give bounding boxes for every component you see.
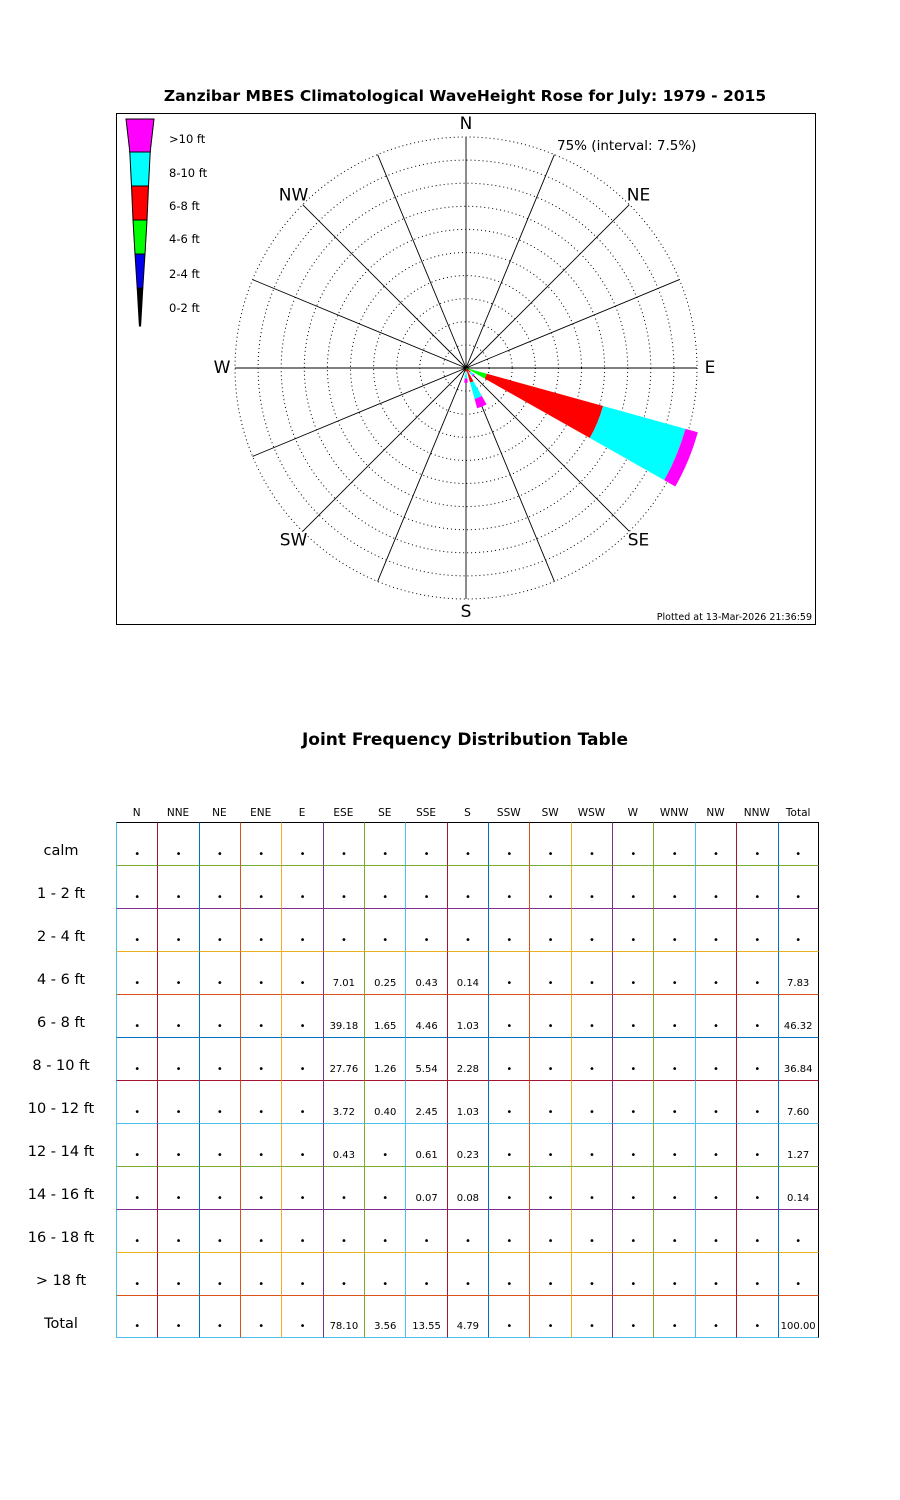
table-cell: • [199, 908, 240, 951]
table-cell: • [281, 1037, 322, 1080]
rose-wedge-s-4 [465, 372, 468, 379]
table-cell: • [199, 1252, 240, 1295]
table-cell: • [199, 865, 240, 908]
table-cell: • [736, 1123, 777, 1166]
legend [125, 118, 245, 333]
table-cell: • [116, 994, 157, 1037]
table-cell: • [612, 1037, 653, 1080]
table-cell: • [240, 822, 281, 865]
table-cell: • [240, 1123, 281, 1166]
table-cell: 39.18 [323, 994, 364, 1037]
table-cell: • [529, 994, 570, 1037]
table-cell: • [364, 1209, 405, 1252]
compass-label-nw: NW [278, 185, 309, 206]
table-cell: • [736, 1080, 777, 1123]
rose-wedge-ese-3 [485, 374, 603, 438]
legend-swatch-3 [133, 220, 147, 254]
table-cell: • [447, 1252, 488, 1295]
table-cell: • [240, 994, 281, 1037]
table-cell: • [612, 908, 653, 951]
table-cell: • [529, 1166, 570, 1209]
table-cell: • [364, 908, 405, 951]
table-cell: 46.32 [778, 994, 819, 1037]
table-cell: 4.79 [447, 1295, 488, 1338]
table-cell: • [529, 1252, 570, 1295]
table-cell: 0.25 [364, 951, 405, 994]
table-cell: • [778, 822, 819, 865]
table-cell: • [612, 1080, 653, 1123]
compass-label-s: S [460, 602, 472, 622]
table-cell: • [612, 994, 653, 1037]
row-header: > 18 ft [35, 1273, 87, 1289]
table-cell: • [323, 1252, 364, 1295]
ring-scale-annotation: 75% (interval: 7.5%) [557, 138, 697, 154]
row-header: 8 - 10 ft [32, 1058, 90, 1074]
table-cell: • [240, 1080, 281, 1123]
table-cell: • [695, 1080, 736, 1123]
legend-label: 6-8 ft [169, 199, 200, 213]
table-cell: • [323, 822, 364, 865]
table-cell: • [157, 1123, 198, 1166]
rose-spoke-wnw [253, 280, 466, 368]
table-cell: 100.00 [778, 1295, 819, 1338]
table-cell: • [157, 1252, 198, 1295]
table-cell: 5.54 [405, 1037, 446, 1080]
col-header-ese: ESE [333, 807, 354, 819]
table-cell: • [653, 1295, 694, 1338]
table-cell: • [116, 1252, 157, 1295]
table-cell: • [240, 1252, 281, 1295]
legend-label: >10 ft [169, 132, 206, 146]
table-cell: 13.55 [405, 1295, 446, 1338]
table-cell: • [116, 1295, 157, 1338]
table-cell: • [157, 1037, 198, 1080]
table-cell: • [323, 865, 364, 908]
table-cell: • [281, 1166, 322, 1209]
table-cell: 0.61 [405, 1123, 446, 1166]
table-cell: • [529, 1295, 570, 1338]
table-cell: • [488, 865, 529, 908]
table-cell: • [364, 822, 405, 865]
rose-spoke-wsw [253, 368, 466, 456]
table-cell: • [364, 1123, 405, 1166]
table-cell: • [199, 1123, 240, 1166]
table-cell: • [736, 1209, 777, 1252]
table-cell: 0.40 [364, 1080, 405, 1123]
col-header-nne: NNE [166, 807, 190, 819]
table-cell: • [199, 951, 240, 994]
table-cell: • [736, 994, 777, 1037]
rose-title: Zanzibar MBES Climatological WaveHeight Rose for July: 1979 - 2015 [163, 87, 767, 105]
table-cell: • [281, 951, 322, 994]
table-cell: • [116, 1037, 157, 1080]
table-cell: • [157, 1166, 198, 1209]
table-cell: • [695, 994, 736, 1037]
table-cell: • [571, 1166, 612, 1209]
table-cell: • [695, 908, 736, 951]
table-cell: 2.28 [447, 1037, 488, 1080]
table-cell: • [571, 1037, 612, 1080]
table-cell: • [281, 994, 322, 1037]
legend-swatch-0 [126, 119, 154, 152]
table-cell: • [488, 1209, 529, 1252]
table-cell: • [736, 1295, 777, 1338]
table-cell: • [447, 1209, 488, 1252]
rose-spoke-ne [466, 205, 629, 368]
table-cell: • [281, 1123, 322, 1166]
table-cell: • [488, 1252, 529, 1295]
table-cell: • [612, 822, 653, 865]
table-cell: • [612, 1252, 653, 1295]
table-cell: • [281, 822, 322, 865]
table-cell: • [199, 994, 240, 1037]
table-cell: • [240, 951, 281, 994]
table-cell: • [240, 1037, 281, 1080]
table-cell: • [571, 1123, 612, 1166]
table-cell: 1.03 [447, 994, 488, 1037]
col-header-n: N [132, 807, 141, 819]
table-cell: 2.45 [405, 1080, 446, 1123]
legend-swatch-1 [130, 152, 150, 186]
compass-label-e: E [704, 358, 716, 378]
table-cell: • [612, 865, 653, 908]
table-cell: • [199, 1037, 240, 1080]
table-cell: • [529, 1037, 570, 1080]
table-cell: • [612, 1123, 653, 1166]
table-cell: • [199, 1295, 240, 1338]
table-cell: 0.14 [447, 951, 488, 994]
table-cell: • [116, 1209, 157, 1252]
row-header: 16 - 18 ft [27, 1230, 95, 1246]
table-cell: • [653, 908, 694, 951]
table-cell: • [157, 994, 198, 1037]
table-cell: • [116, 1123, 157, 1166]
rose-wedge-s-5 [464, 379, 468, 383]
table-cell: • [695, 822, 736, 865]
table-cell: • [323, 908, 364, 951]
compass-label-sw: SW [279, 530, 308, 551]
rose-spoke-ene [466, 280, 679, 368]
table-cell: • [405, 908, 446, 951]
table-cell: • [405, 865, 446, 908]
col-header-ne: NE [212, 807, 227, 819]
table-cell: • [653, 1123, 694, 1166]
row-header: calm [43, 843, 79, 859]
table-cell: • [488, 951, 529, 994]
table-cell: • [405, 822, 446, 865]
table-cell: • [240, 1166, 281, 1209]
table-cell: 3.56 [364, 1295, 405, 1338]
table-cell: • [447, 865, 488, 908]
table-cell: • [364, 865, 405, 908]
table-cell: • [157, 908, 198, 951]
row-header: 10 - 12 ft [27, 1101, 95, 1117]
table-cell: • [240, 908, 281, 951]
col-header-wsw: WSW [577, 807, 606, 819]
table-cell: • [653, 1037, 694, 1080]
table-cell: • [612, 1295, 653, 1338]
table-cell: • [240, 865, 281, 908]
table-cell: • [488, 1166, 529, 1209]
table-cell: • [281, 1209, 322, 1252]
rose-spoke-nnw [378, 155, 466, 368]
table-cell: • [405, 1209, 446, 1252]
legend-label: 2-4 ft [169, 267, 200, 281]
table-cell: • [488, 1295, 529, 1338]
rose-spoke-sw [303, 368, 466, 531]
table-cell: • [778, 1252, 819, 1295]
row-header: 14 - 16 ft [27, 1187, 95, 1203]
rose-spoke-ssw [378, 368, 466, 581]
table-corner [6, 802, 116, 822]
table-cell: • [653, 994, 694, 1037]
col-header-w: W [627, 807, 638, 819]
table-cell: • [571, 865, 612, 908]
rose-spoke-nw [303, 205, 466, 368]
table-cell: • [653, 822, 694, 865]
table-cell: • [405, 1252, 446, 1295]
table-cell: • [529, 951, 570, 994]
table-cell: • [736, 1166, 777, 1209]
table-cell: • [571, 1252, 612, 1295]
compass-label-n: N [459, 114, 473, 134]
table-cell: • [488, 1037, 529, 1080]
table-cell: • [157, 1295, 198, 1338]
legend-label: 0-2 ft [169, 301, 200, 315]
table-cell: • [488, 994, 529, 1037]
plot-timestamp: Plotted at 13-Mar-2026 21:36:59 [656, 612, 812, 623]
table-cell: 27.76 [323, 1037, 364, 1080]
table-cell: • [571, 994, 612, 1037]
table-cell: • [364, 1166, 405, 1209]
table-cell: 1.26 [364, 1037, 405, 1080]
table-cell: • [529, 1123, 570, 1166]
col-header-nnw: NNW [743, 807, 770, 819]
table-cell: • [778, 865, 819, 908]
table-cell: • [736, 908, 777, 951]
col-header-s: S [464, 807, 471, 819]
table-cell: • [695, 1295, 736, 1338]
table-cell: • [736, 865, 777, 908]
joint-frequency-table [6, 802, 819, 1338]
legend-swatch-5 [137, 288, 143, 326]
table-cell: 0.43 [323, 1123, 364, 1166]
table-cell: • [116, 1166, 157, 1209]
table-cell: • [116, 908, 157, 951]
table-cell: 1.27 [778, 1123, 819, 1166]
table-cell: • [571, 822, 612, 865]
table-cell: 7.60 [778, 1080, 819, 1123]
table-cell: • [736, 1252, 777, 1295]
col-header-se: SE [378, 807, 392, 819]
table-cell: • [157, 1209, 198, 1252]
table-cell: • [695, 1252, 736, 1295]
table-cell: • [281, 865, 322, 908]
table-cell: • [529, 865, 570, 908]
legend-swatch-4 [135, 254, 145, 288]
table-cell: • [116, 1080, 157, 1123]
table-cell: 0.14 [778, 1166, 819, 1209]
table-cell: • [199, 1209, 240, 1252]
table-cell: • [736, 1037, 777, 1080]
table-cell: • [529, 1080, 570, 1123]
legend-swatch-2 [132, 186, 149, 220]
table-cell: • [612, 951, 653, 994]
table-cell: • [612, 1209, 653, 1252]
table-cell: • [571, 1295, 612, 1338]
table-cell: • [695, 1166, 736, 1209]
col-header-sse: SSE [416, 807, 437, 819]
table-cell: • [199, 1166, 240, 1209]
col-header-ene: ENE [250, 807, 272, 819]
table-cell: • [736, 951, 777, 994]
table-cell: • [281, 1295, 322, 1338]
compass-label-ne: NE [626, 185, 651, 206]
table-cell: • [447, 822, 488, 865]
table-cell: • [653, 1209, 694, 1252]
table-cell: 0.43 [405, 951, 446, 994]
table-cell: 0.07 [405, 1166, 446, 1209]
table-cell: • [447, 908, 488, 951]
row-header: 1 - 2 ft [36, 886, 86, 902]
table-cell: • [157, 1080, 198, 1123]
table-cell: 36.84 [778, 1037, 819, 1080]
legend-cone [125, 118, 161, 330]
table-cell: 7.83 [778, 951, 819, 994]
table-cell: • [199, 1080, 240, 1123]
table-cell: 0.23 [447, 1123, 488, 1166]
col-header-ssw: SSW [496, 807, 521, 819]
table-cell: • [116, 951, 157, 994]
table-cell: • [529, 822, 570, 865]
table-cell: • [116, 822, 157, 865]
table-cell: • [157, 822, 198, 865]
row-header: 4 - 6 ft [36, 972, 86, 988]
table-cell: 0.08 [447, 1166, 488, 1209]
table-cell: • [281, 908, 322, 951]
table-cell: • [695, 951, 736, 994]
row-header: Total [44, 1316, 78, 1332]
table-cell: • [695, 1037, 736, 1080]
table-cell: • [653, 1252, 694, 1295]
table-cell: 78.10 [323, 1295, 364, 1338]
table-cell: • [240, 1295, 281, 1338]
table-cell: • [364, 1252, 405, 1295]
table-cell: • [116, 865, 157, 908]
table-cell: • [323, 1209, 364, 1252]
table-cell: 1.03 [447, 1080, 488, 1123]
table-cell: • [778, 908, 819, 951]
table-cell: • [695, 1123, 736, 1166]
table-cell: • [653, 865, 694, 908]
rose-spoke-nne [466, 155, 554, 368]
table-cell: • [653, 1080, 694, 1123]
col-header-sw: SW [541, 807, 559, 819]
table-cell: • [240, 1209, 281, 1252]
table-cell: • [571, 908, 612, 951]
table-cell: • [488, 822, 529, 865]
table-cell: 7.01 [323, 951, 364, 994]
table-cell: • [529, 908, 570, 951]
table-cell: • [653, 1166, 694, 1209]
wave-rose-panel [116, 113, 816, 625]
table-cell: 4.46 [405, 994, 446, 1037]
col-header-total: Total [785, 807, 811, 819]
table-cell: • [529, 1209, 570, 1252]
table-cell: • [488, 908, 529, 951]
table-cell: • [281, 1080, 322, 1123]
table-cell: • [488, 1080, 529, 1123]
table-cell: • [323, 1166, 364, 1209]
col-header-e: E [298, 807, 306, 819]
table-cell: • [612, 1166, 653, 1209]
table-cell: • [571, 1209, 612, 1252]
compass-label-se: SE [627, 530, 650, 551]
row-header: 12 - 14 ft [27, 1144, 95, 1160]
table-cell: • [571, 1080, 612, 1123]
row-header: 2 - 4 ft [36, 929, 86, 945]
rose-wedge-sse-4 [470, 381, 482, 399]
table-cell: 1.65 [364, 994, 405, 1037]
col-header-wnw: WNW [659, 807, 689, 819]
table-cell: • [488, 1123, 529, 1166]
legend-label: 4-6 ft [169, 232, 200, 246]
row-header: 6 - 8 ft [36, 1015, 86, 1031]
legend-label: 8-10 ft [169, 166, 208, 180]
table-title: Joint Frequency Distribution Table [301, 730, 629, 750]
table-cell: 3.72 [323, 1080, 364, 1123]
table-cell: • [695, 1209, 736, 1252]
col-header-nw: NW [706, 807, 725, 819]
table-cell: • [695, 865, 736, 908]
table-cell: • [157, 951, 198, 994]
compass-label-w: W [213, 358, 231, 378]
table-cell: • [653, 951, 694, 994]
table-cell: • [778, 1209, 819, 1252]
table-cell: • [571, 951, 612, 994]
table-cell: • [199, 822, 240, 865]
table-cell: • [736, 822, 777, 865]
table-cell: • [281, 1252, 322, 1295]
table-cell: • [157, 865, 198, 908]
